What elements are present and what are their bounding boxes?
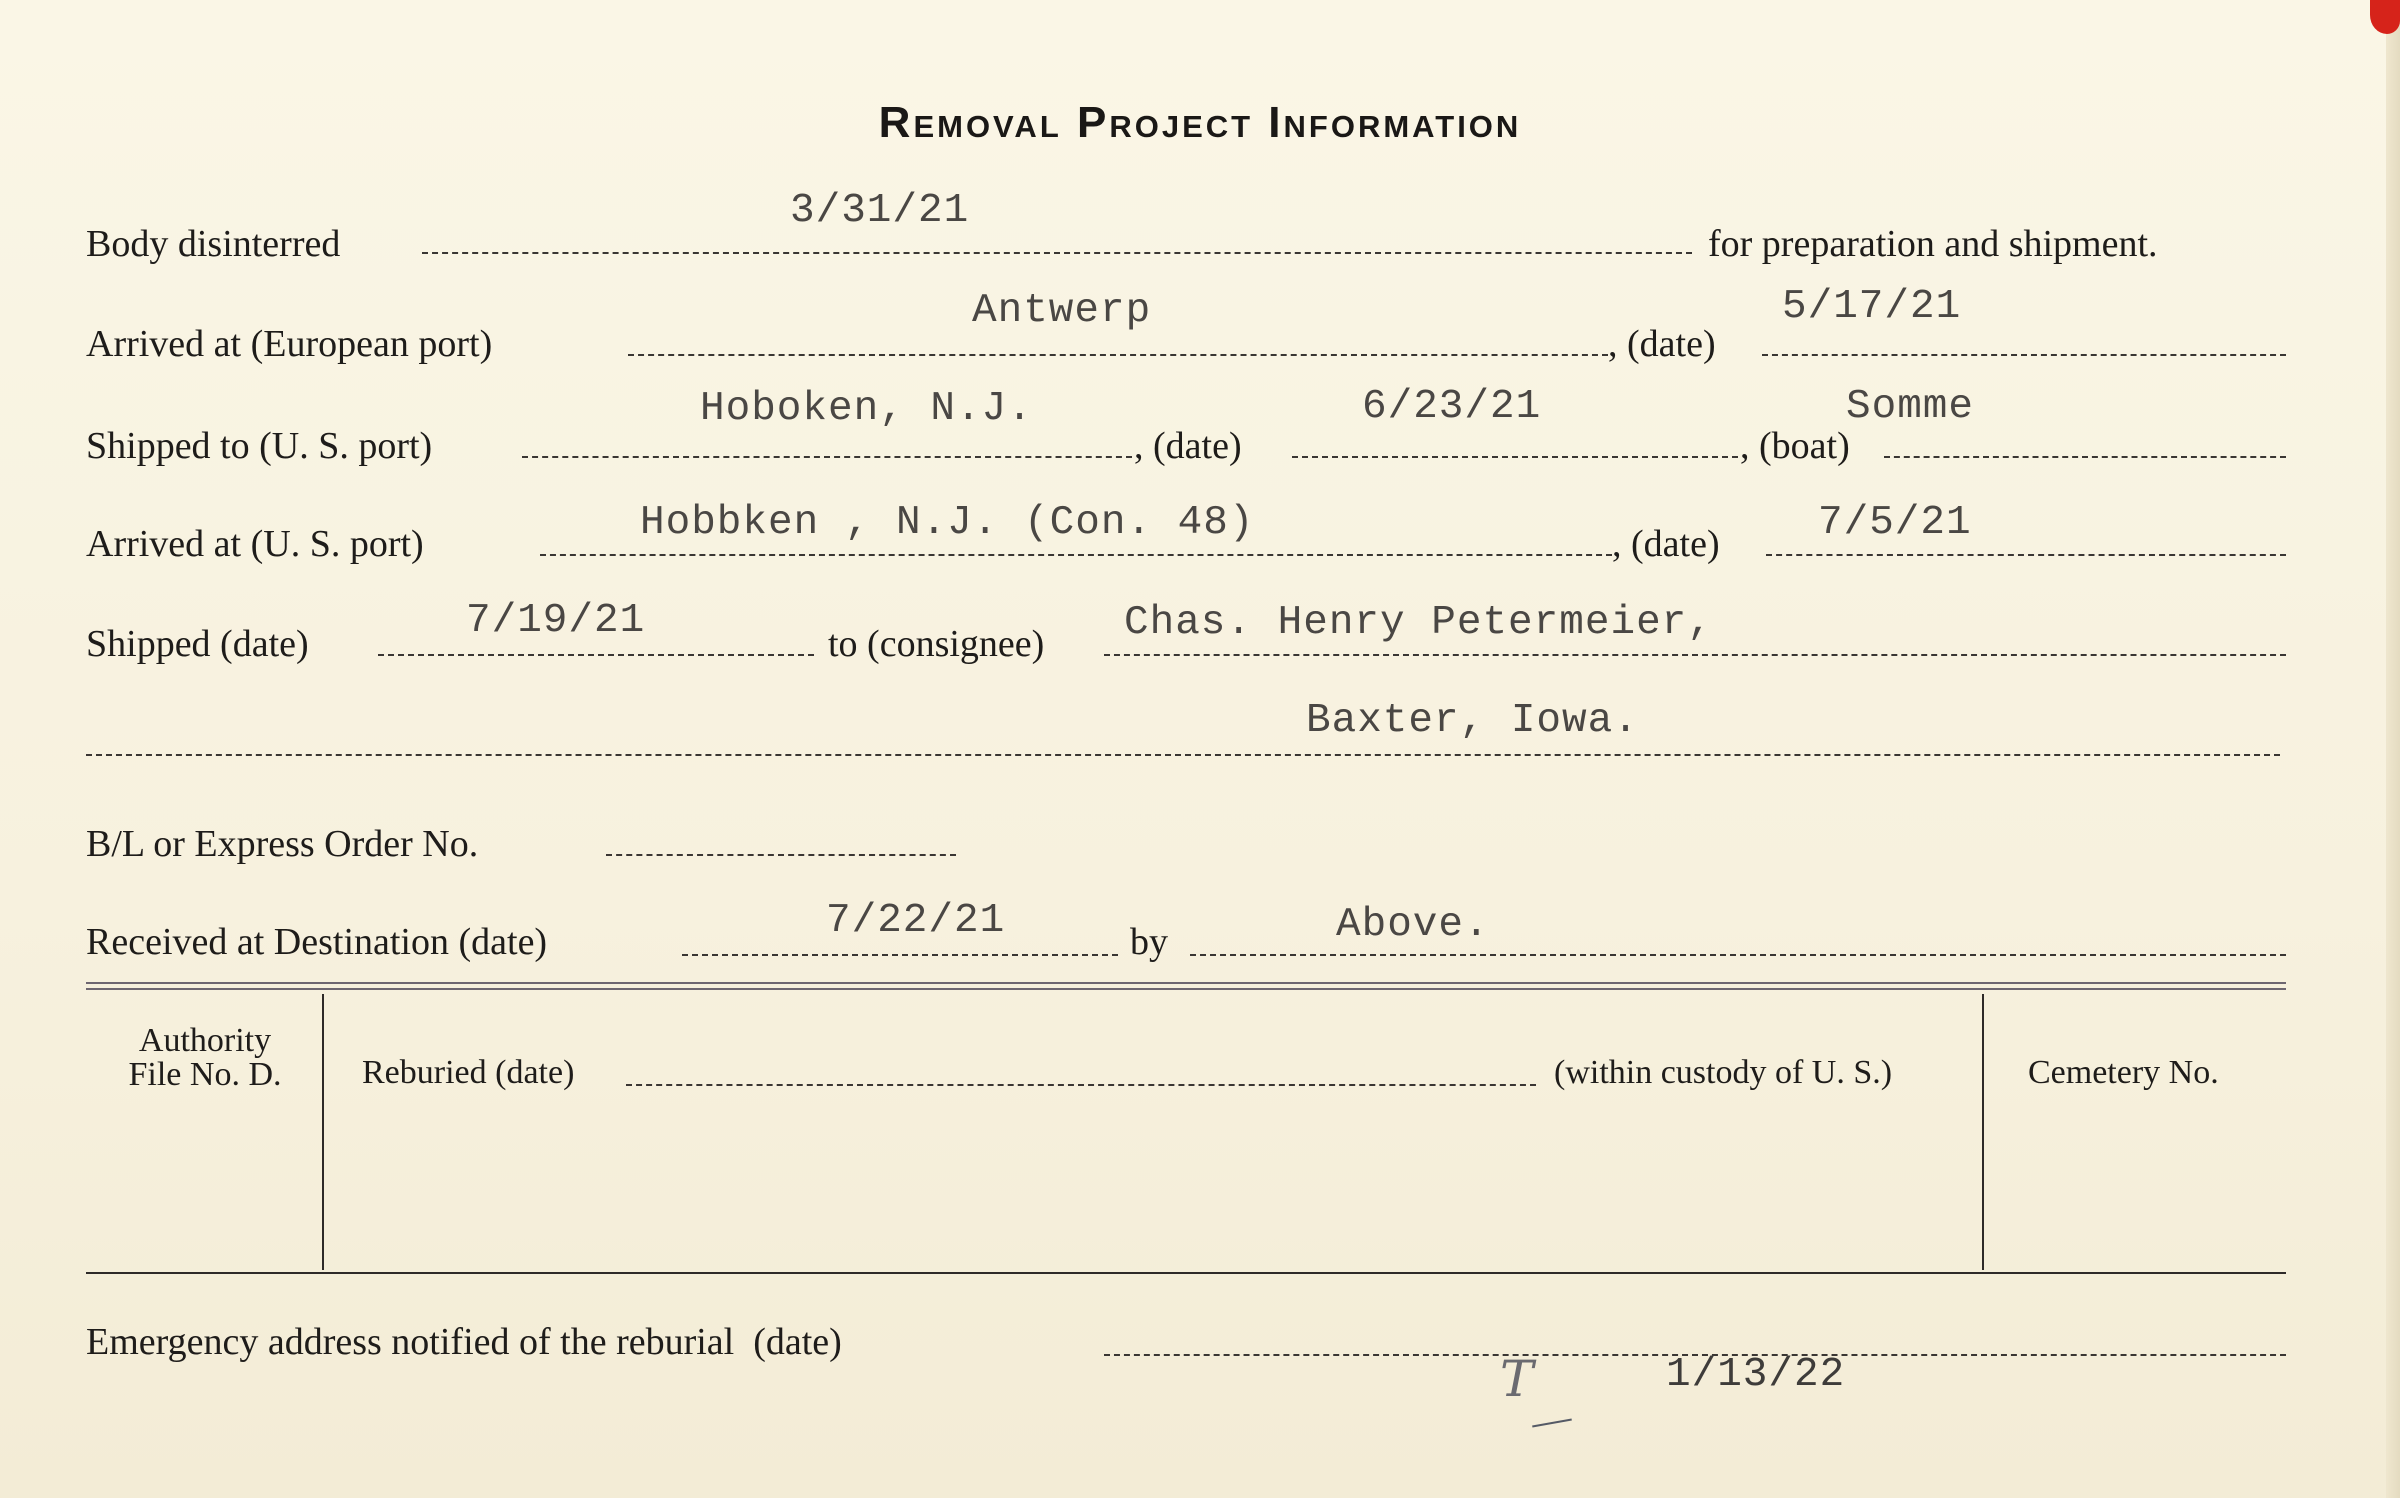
arrived-europe-line — [628, 354, 1608, 356]
shipped-us-date-label: , (date) — [1134, 425, 1242, 467]
arrived-europe-date: 5/17/21 — [1782, 284, 1962, 330]
arrived-europe-date-line — [1762, 354, 2286, 356]
received-date-line — [682, 954, 1118, 956]
table-divider-left — [322, 994, 324, 1270]
address-line — [86, 754, 2280, 756]
received-by-label: by — [1130, 921, 1168, 963]
shipped-us-date-line — [1292, 456, 1738, 458]
table-bottom-rule — [86, 1272, 2286, 1274]
emergency-initial: T — [1500, 1350, 1534, 1408]
arrived-europe-label: Arrived at (European port) — [86, 323, 493, 365]
reburied-label: Reburied (date) — [362, 1054, 575, 1091]
consignee-address: Baxter, Iowa. — [1306, 698, 1639, 744]
consignee-line — [1104, 654, 2286, 656]
table-top-rule — [86, 982, 2286, 990]
arrived-europe-date-label: , (date) — [1608, 323, 1716, 365]
arrived-us-label: Arrived at (U. S. port) — [86, 523, 424, 565]
custody-label: (within custody of U. S.) — [1554, 1054, 1893, 1091]
emergency-date: 1/13/22 — [1666, 1352, 1846, 1398]
initial-underline — [1532, 1419, 1572, 1428]
shipped-us-boat-line — [1884, 456, 2286, 458]
received-by: Above. — [1336, 902, 1490, 948]
arrived-us-date-line — [1766, 554, 2286, 556]
cemetery-label: Cemetery No. — [2028, 1054, 2219, 1091]
disinterred-label: Body disinterred — [86, 223, 341, 265]
shipped-us-line — [522, 456, 1132, 458]
received-date: 7/22/21 — [826, 898, 1006, 944]
shipped-us-date: 6/23/21 — [1362, 384, 1542, 430]
consignee-value: Chas. Henry Petermeier, — [1124, 600, 1713, 646]
shipped-us-label: Shipped to (U. S. port) — [86, 425, 433, 467]
shipped-us-value: Hoboken, N.J. — [700, 386, 1033, 432]
emergency-label: Emergency address notified of the reburial (date) — [86, 1321, 842, 1363]
card-title: Removal Project Information — [878, 98, 1522, 147]
received-by-line — [1190, 954, 2286, 956]
shipped-us-boat-label: , (boat) — [1740, 425, 1850, 467]
disinterred-line — [422, 252, 1692, 254]
consignee-label: to (consignee) — [828, 623, 1045, 665]
received-label: Received at Destination (date) — [86, 921, 548, 963]
arrived-us-date-label: , (date) — [1612, 523, 1720, 565]
table-divider-right — [1982, 994, 1984, 1270]
card-edge — [2386, 0, 2400, 1498]
shipped-date-label: Shipped (date) — [86, 623, 309, 665]
arrived-us-date: 7/5/21 — [1818, 500, 1972, 546]
arrived-us-line — [540, 554, 1612, 556]
red-corner-mark — [2370, 0, 2400, 34]
arrived-europe-value: Antwerp — [972, 288, 1152, 334]
arrived-us-value: Hobbken , N.J. (Con. 48) — [640, 500, 1255, 546]
disinterred-suffix: for preparation and shipment. — [1708, 223, 2158, 265]
authority-label: Authority File No. D. — [128, 1022, 282, 1093]
bl-label: B/L or Express Order No. — [86, 823, 479, 865]
reburied-line — [626, 1084, 1536, 1086]
bl-line — [606, 854, 956, 856]
shipped-date: 7/19/21 — [466, 598, 646, 644]
shipped-date-line — [378, 654, 814, 656]
shipped-us-boat: Somme — [1846, 384, 1975, 430]
disinterred-value: 3/31/21 — [790, 188, 970, 234]
